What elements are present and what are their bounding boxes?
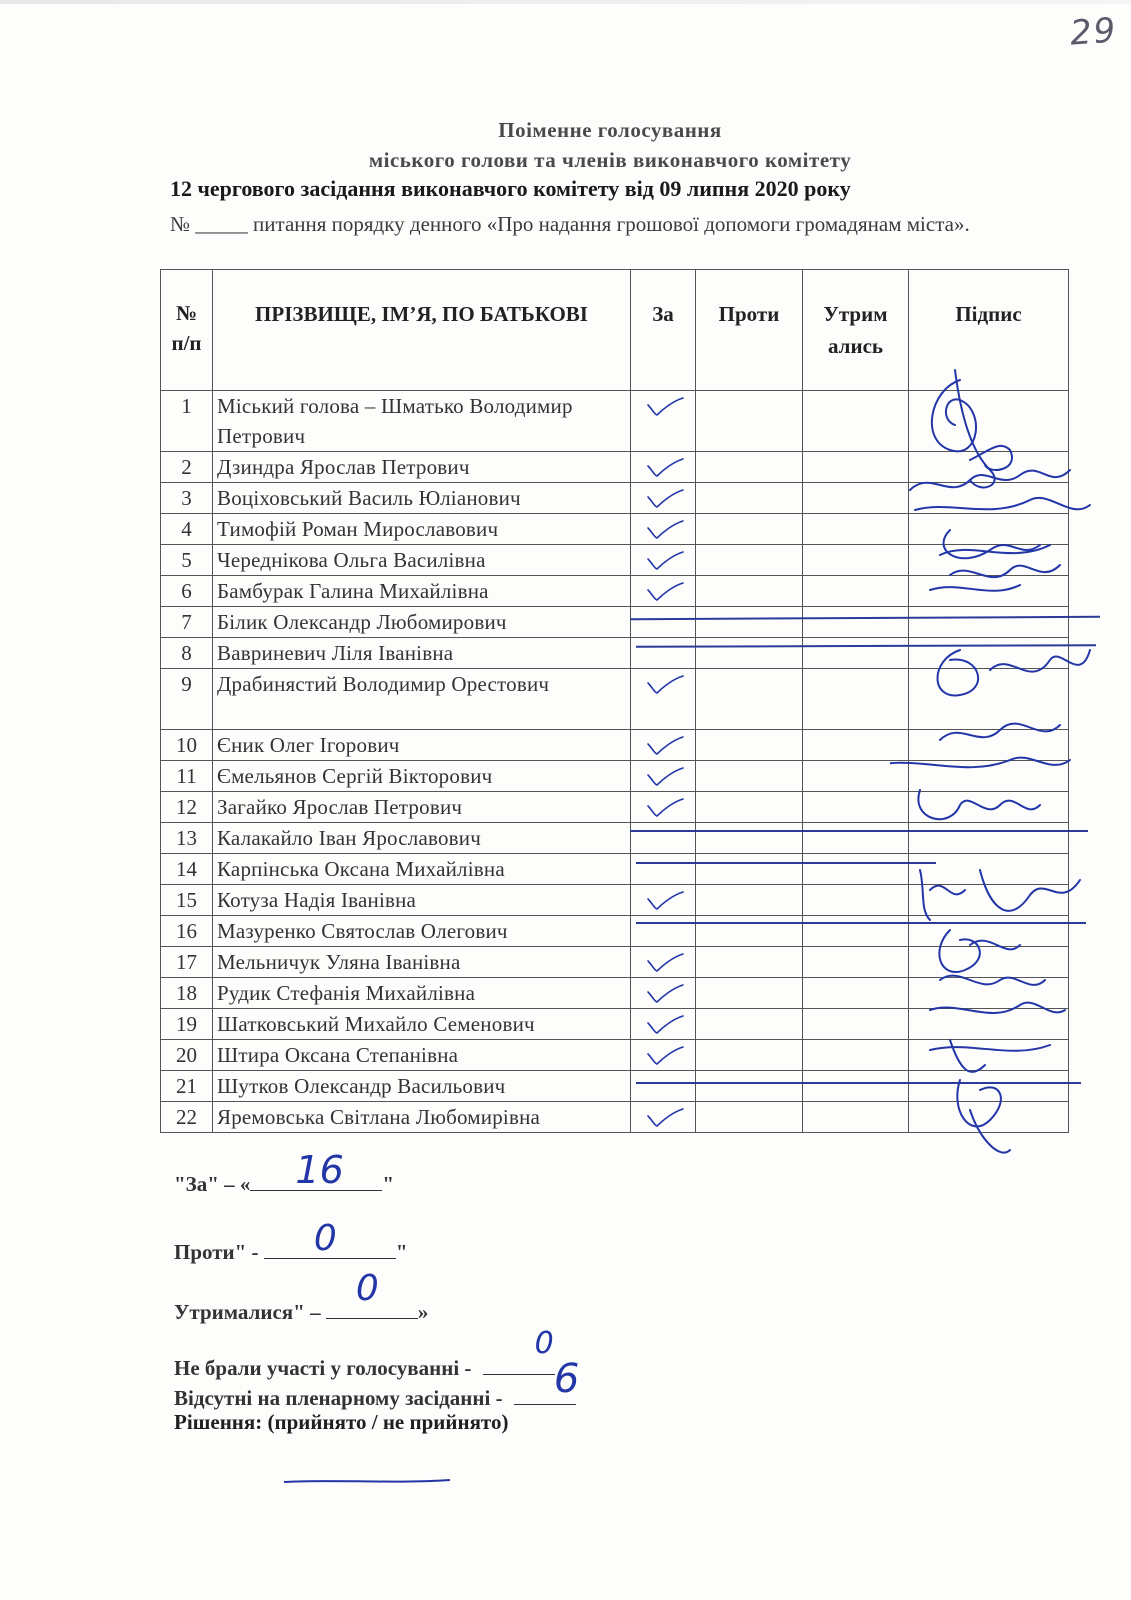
checkmark-icon [645,980,685,1006]
summary-utrym [174,1268,429,1325]
summary-za-label: "За" – « [174,1172,251,1196]
header-proty: Проти [696,270,803,391]
vote-za-cell [631,885,696,916]
signature-10 [940,724,1060,740]
signature-1 [932,370,995,487]
signature-5 [940,530,1050,558]
vote-za-cell [631,545,696,576]
signature-12 [918,790,1040,819]
header-za: За [631,270,696,391]
signature-22 [957,1080,1010,1153]
vote-proty-cell [696,545,803,576]
summary-ne-braly-value: 0 [534,1326,554,1361]
checkmark-icon [645,393,685,419]
row-number: 21 [161,1071,213,1102]
checkmark-icon [645,949,685,975]
vote-proty-cell [696,1102,803,1133]
title-line-3: 12 чергового засідання виконавчого комітету від 09 липня 2020 року [170,176,851,201]
member-name: Бамбурак Галина Михайлівна [213,576,631,607]
vote-za-cell [631,638,696,669]
vote-proty-cell [696,638,803,669]
row-number: 13 [161,823,213,854]
summary-ne-braly-blank [483,1326,555,1375]
vote-za-cell [631,761,696,792]
row-number: 10 [161,730,213,761]
summary-utrym-close: » [417,1300,429,1324]
row-number: 20 [161,1040,213,1071]
vote-za-cell [631,1071,696,1102]
checkmark-icon [645,516,685,542]
member-name: Вавриневич Ліля Іванівна [213,638,631,669]
summary-proty-value: 0 [313,1218,337,1259]
vote-proty-cell [696,823,803,854]
checkmark-icon [645,1011,685,1037]
member-name: Драбинястий Володимир Орестович [213,669,631,730]
vote-proty-cell [696,854,803,885]
checkmark-icon [645,454,685,480]
vote-za-cell [631,854,696,885]
vote-proty-cell [696,514,803,545]
summary-rishennia: Рішення: (прийнято / не прийнято) [174,1410,509,1434]
checkmark-icon [645,485,685,511]
member-name: Мельничук Уляна Іванівна [213,947,631,978]
member-name: Ємельянов Сергій Вікторович [213,761,631,792]
title-line-2: міського голови та членів виконавчого комітету [368,148,852,172]
vote-proty-cell [696,1071,803,1102]
signature-19 [930,1003,1065,1013]
summary-za-value: 16 [295,1148,344,1192]
header-num: № п/п [161,270,213,391]
row-number: 2 [161,452,213,483]
member-name: Штира Оксана Степанівна [213,1040,631,1071]
vote-za-cell [631,669,696,730]
row-number: 7 [161,607,213,638]
header-pidpys: Підпис [909,270,1069,391]
summary-za-close: " [382,1172,395,1196]
decision-underline [282,1476,452,1486]
summary-utrym-label: Утрималися" – [174,1300,326,1324]
vote-proty-cell [696,947,803,978]
signature-9 [938,650,1091,695]
vote-proty-cell [696,607,803,638]
vote-proty-cell [696,792,803,823]
vote-za-cell [631,1102,696,1133]
vote-za-cell [631,576,696,607]
vote-proty-cell [696,730,803,761]
signature-18 [940,976,1045,985]
signature-7 [930,585,1020,591]
vote-za-cell [631,823,696,854]
title-line-1: Поіменне голосування [498,118,722,142]
member-name: Єник Олег Ігорович [213,730,631,761]
page-number: 29 [1068,10,1119,54]
vote-za-cell [631,792,696,823]
vote-za-cell [631,607,696,638]
member-name: Тимофій Роман Мирославович [213,514,631,545]
vote-proty-cell [696,978,803,1009]
row-number: 4 [161,514,213,545]
checkmark-icon [645,1104,685,1130]
vote-za-cell [631,391,696,452]
scan-edge [0,0,1131,4]
signature-17 [939,930,1020,972]
signatures-column [890,350,1100,1170]
checkmark-icon [645,887,685,913]
vote-za-cell [631,514,696,545]
row-number: 9 [161,669,213,730]
vote-za-cell [631,730,696,761]
vote-proty-cell [696,1040,803,1071]
member-name: Загайко Ярослав Петрович [213,792,631,823]
checkmark-icon [645,763,685,789]
vote-za-cell [631,947,696,978]
summary-za-blank [250,1148,382,1192]
member-name: Воціховський Василь Юліанович [213,483,631,514]
agenda-question: № _____ питання порядку денного «Про надання грошової допомоги громадянам міста». [170,212,970,236]
vote-za-cell [631,978,696,1009]
summary-proty-close: " [395,1240,408,1264]
row-number: 11 [161,761,213,792]
row-number: 12 [161,792,213,823]
checkmark-icon [645,671,685,697]
summary-za [174,1148,395,1197]
member-name: Череднікова Ольга Василівна [213,545,631,576]
vote-za-cell [631,483,696,514]
header-utrym: Утрим ались [803,270,909,391]
member-name: Яремовська Світлана Любомирівна [213,1102,631,1133]
signature-15 [920,870,1080,920]
vote-proty-cell [696,885,803,916]
summary-vidsutni-value: 6 [553,1356,580,1402]
summary-vidsutni-blank [514,1356,580,1405]
vote-proty-cell [696,1009,803,1040]
row-number: 5 [161,545,213,576]
summary-ne-braly-label: Не брали участі у голосуванні - [174,1356,472,1380]
member-name: Шутков Олександр Васильович [213,1071,631,1102]
member-name: Рудик Стефанія Михайлівна [213,978,631,1009]
row-number: 14 [161,854,213,885]
signature-6 [950,565,1060,577]
summary-vidsutni-label: Відсутні на пленарному засіданні - [174,1386,503,1410]
vote-za-cell [631,1009,696,1040]
header-name: ПРІЗВИЩЕ, ІМ’Я, ПО БАТЬКОВІ [213,270,631,391]
checkmark-icon [645,547,685,573]
vote-proty-cell [696,761,803,792]
vote-proty-cell [696,452,803,483]
summary-ne-braly [174,1326,555,1381]
summary-proty-label: Проти" - [174,1240,264,1264]
row-number: 8 [161,638,213,669]
vote-za-cell [631,916,696,947]
row-number: 6 [161,576,213,607]
row-number: 22 [161,1102,213,1133]
summary-utrym-value: 0 [355,1268,379,1309]
member-name: Котуза Надія Іванівна [213,885,631,916]
member-name: Білик Олександр Любомирович [213,607,631,638]
signature-4 [915,498,1090,510]
row-number: 15 [161,885,213,916]
row-number: 3 [161,483,213,514]
summary-utrym-blank [326,1268,418,1319]
member-name: Шатковський Михайло Семенович [213,1009,631,1040]
row-number: 17 [161,947,213,978]
member-name: Калакайло Іван Ярославович [213,823,631,854]
summary-proty [174,1218,408,1265]
vote-proty-cell [696,483,803,514]
row-number: 18 [161,978,213,1009]
signature-11 [890,758,1070,770]
checkmark-icon [645,578,685,604]
summary-proty-blank [264,1218,396,1259]
row-number: 19 [161,1009,213,1040]
row-number: 1 [161,391,213,452]
member-name: Мазуренко Святослав Олегович [213,916,631,947]
vote-za-cell [631,1040,696,1071]
vote-proty-cell [696,576,803,607]
member-name: Дзиндра Ярослав Петрович [213,452,631,483]
signature-20 [930,1040,1050,1072]
member-name: Карпінська Оксана Михайлівна [213,854,631,885]
vote-proty-cell [696,669,803,730]
checkmark-icon [645,794,685,820]
vote-za-cell [631,452,696,483]
row-number: 16 [161,916,213,947]
checkmark-icon [645,1042,685,1068]
vote-proty-cell [696,916,803,947]
checkmark-icon [645,732,685,758]
member-name: Міський голова – Шматько Володимир Петрович [213,391,631,452]
vote-proty-cell [696,391,803,452]
